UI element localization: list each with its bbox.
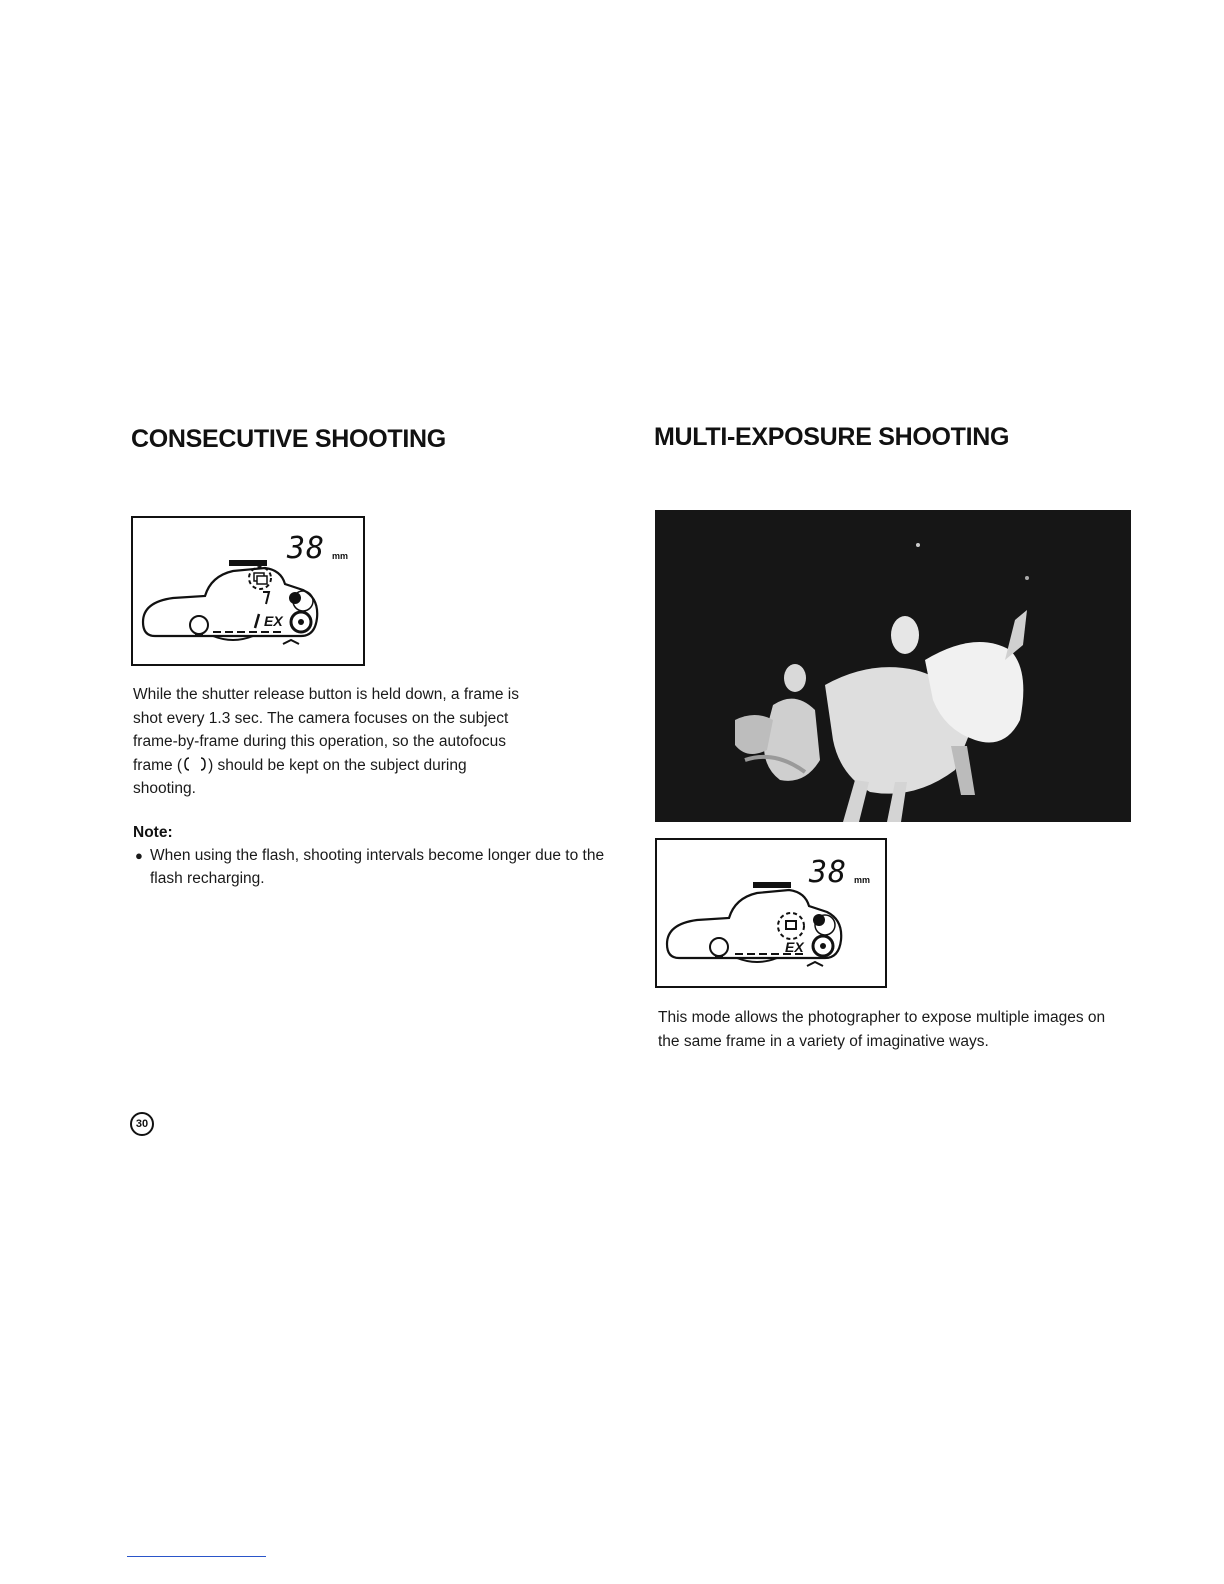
consecutive-line-2: shot every 1.3 sec. The camera focuses on the subject: [133, 709, 509, 727]
consecutive-line-4-suffix: ) should be kept on the subject during: [208, 756, 467, 774]
note-label: Note:: [133, 824, 173, 841]
consecutive-description: [133, 683, 593, 801]
focal-length-readout: 38: [287, 531, 326, 566]
page-number: 30: [130, 1112, 154, 1136]
ex-label: EX: [264, 613, 283, 629]
consecutive-line-3: frame-by-frame during this operation, so the autofocus: [133, 733, 507, 750]
ex-label: EX: [785, 939, 804, 955]
camera-lcd-icon: [133, 518, 363, 664]
bullet-icon: ●: [135, 848, 143, 863]
consecutive-line-4-prefix: frame (: [133, 756, 183, 774]
focal-length-unit: mm: [332, 551, 349, 561]
consecutive-shooting-heading: CONSECUTIVE SHOOTING: [131, 425, 446, 453]
focal-length-unit: mm: [854, 875, 871, 885]
lcd-panel-multi-exposure: [655, 838, 887, 988]
focal-length-readout: 38: [809, 855, 848, 890]
note-block: [133, 822, 613, 890]
note-item: [133, 844, 613, 890]
footer-rule: [127, 1556, 266, 1557]
multi-exposure-photo: [655, 510, 1131, 822]
consecutive-line-1: While the shutter release button is held down, a frame is: [133, 686, 519, 703]
multi-exposure-description: This mode allows the photographer to expose multiple images on the same frame in a variety of imaginative ways.: [658, 1009, 1106, 1050]
multi-exposure-heading: MULTI-EXPOSURE SHOOTING: [654, 423, 1010, 451]
lcd-panel-consecutive: [131, 516, 365, 666]
camera-lcd-icon: [657, 840, 885, 986]
note-item-text: When using the flash, shooting intervals become longer due to the flash recharging.: [150, 847, 605, 887]
dancers-image: [655, 510, 1131, 822]
consecutive-line-5: shooting.: [133, 780, 196, 797]
autofocus-frame-icon: [182, 756, 208, 772]
